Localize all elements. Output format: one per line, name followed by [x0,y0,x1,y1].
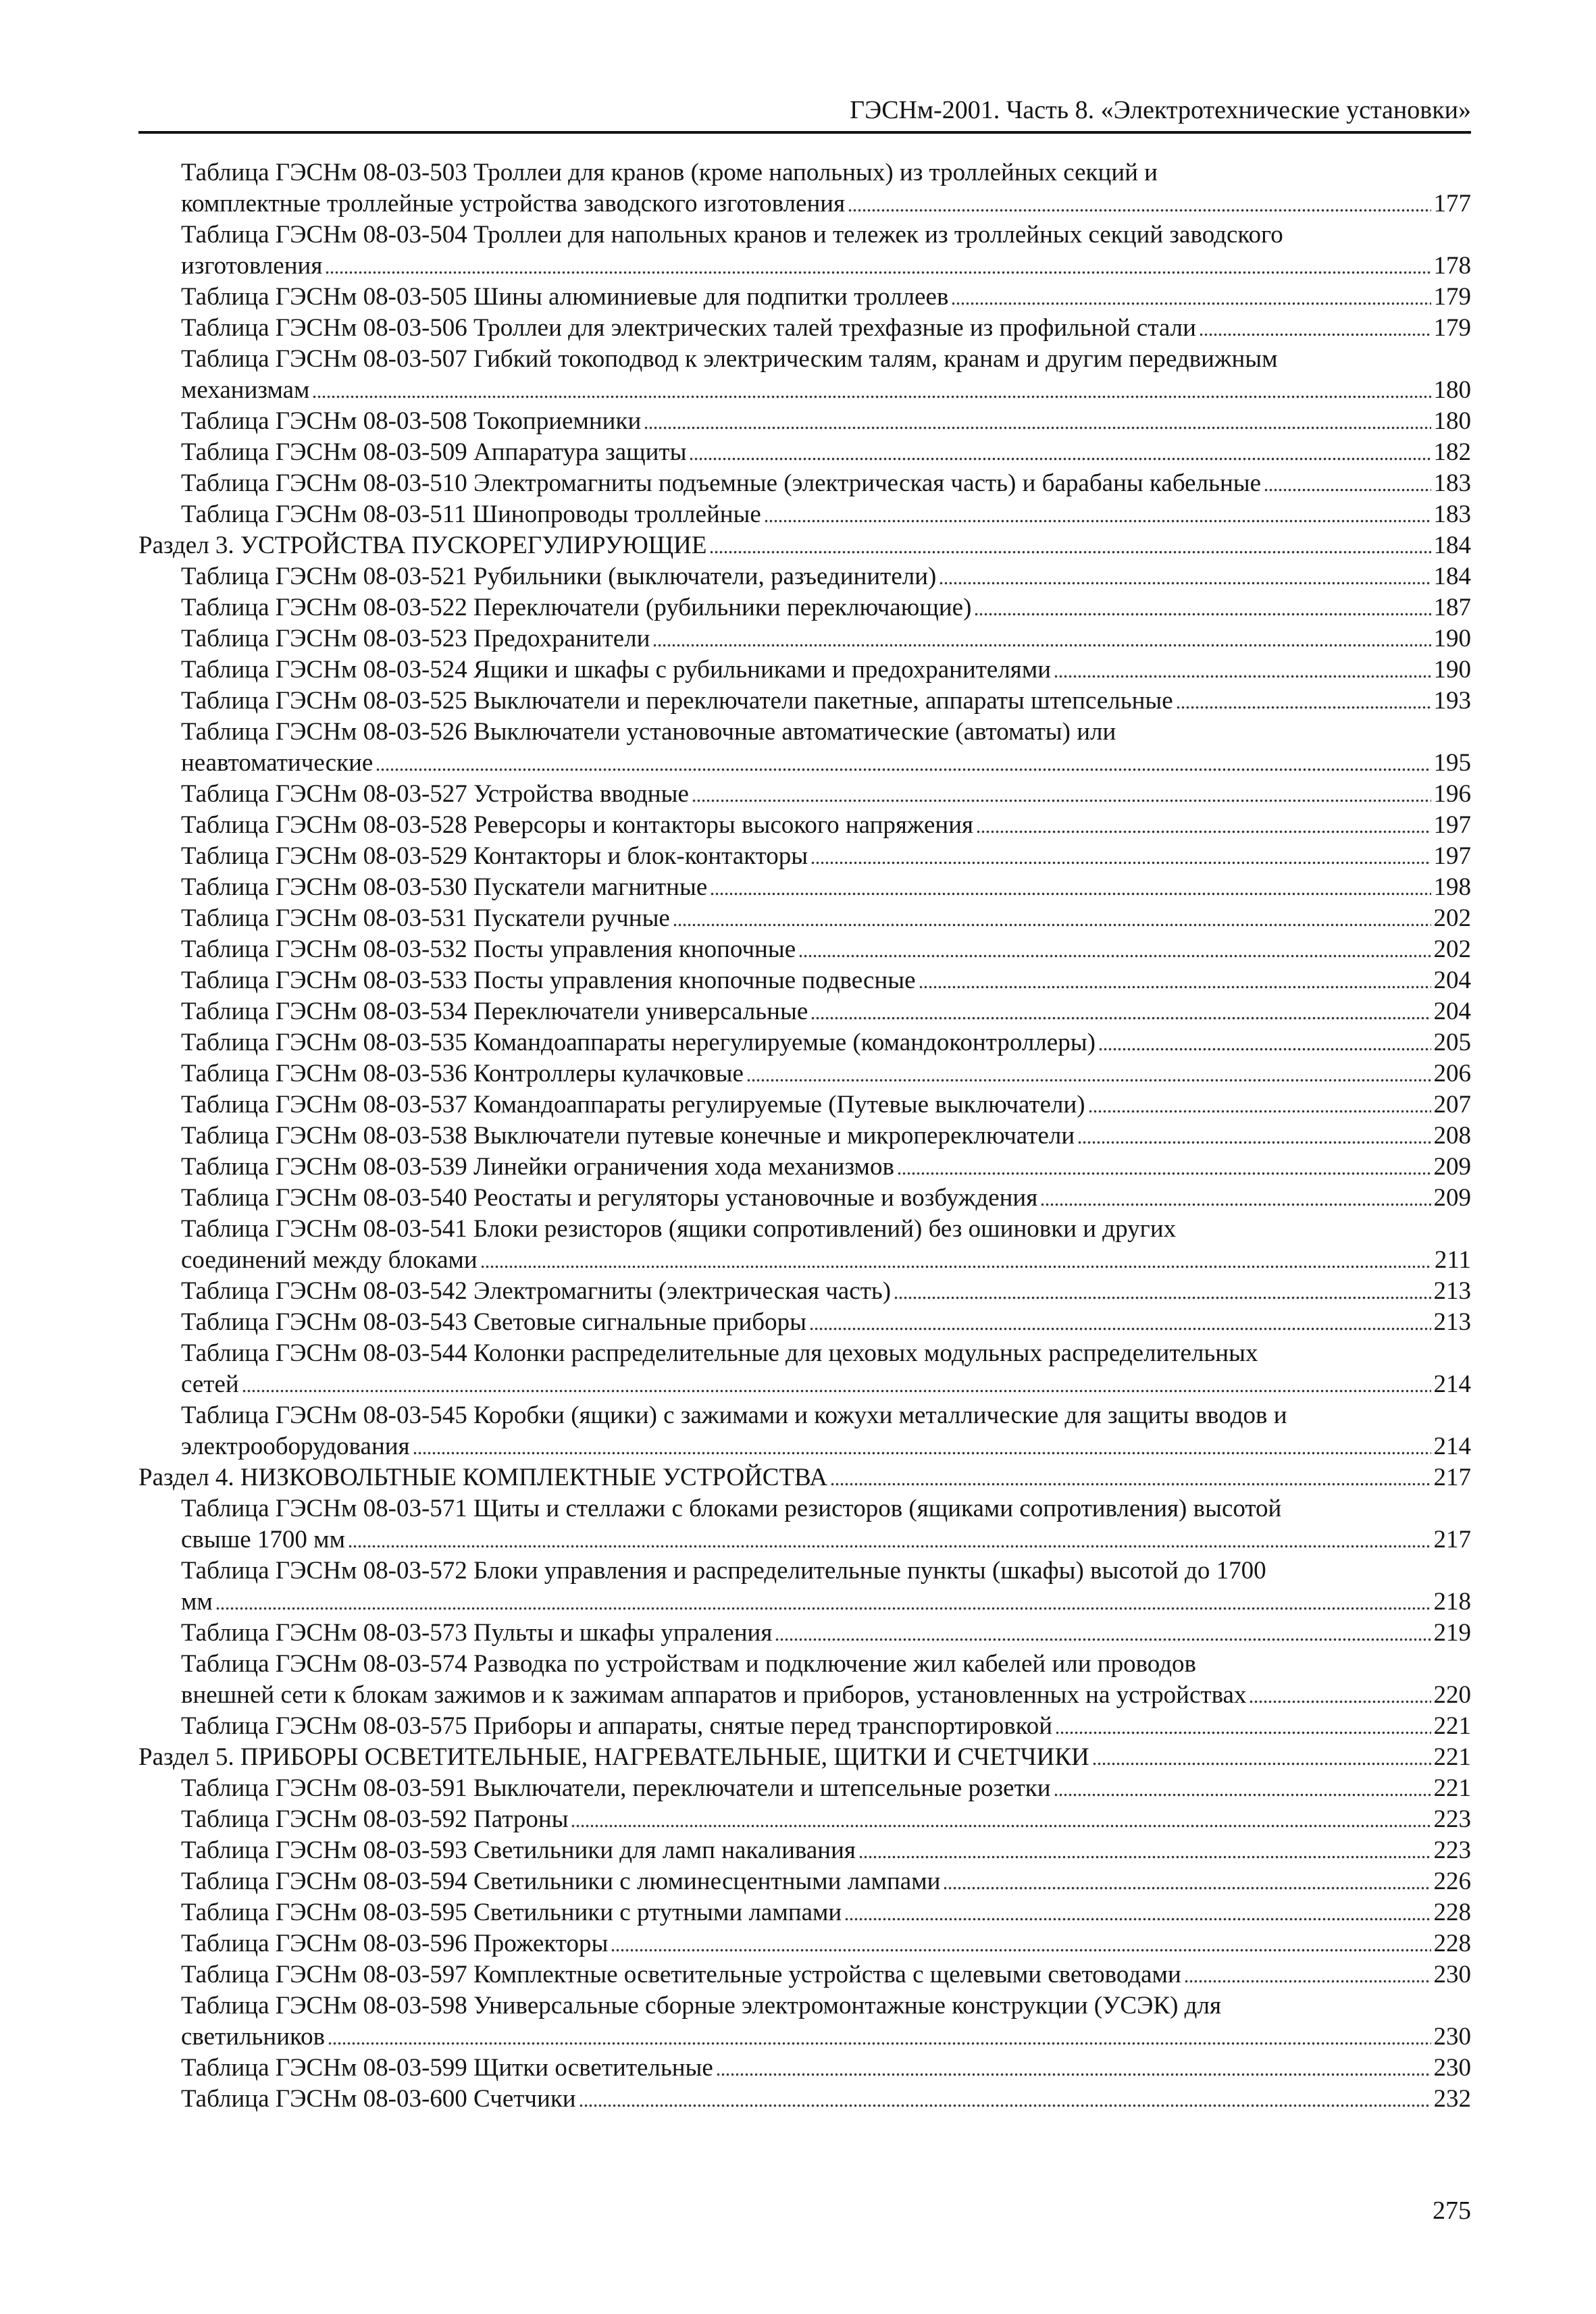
toc-page-number: 223 [1433,1805,1471,1833]
toc-entry-text: Таблица ГЭСНм 08-03-591 Выключатели, переключатели и штепсельные розетки [181,1774,1051,1802]
toc-entry-text: Таблица ГЭСНм 08-03-532 Посты управления кнопочные [181,935,796,963]
toc-entry-text: мм [181,1588,213,1616]
toc-dot-leader [894,1293,1431,1300]
toc-entry-line [181,810,1471,841]
toc-page-number: 213 [1433,1277,1471,1305]
toc-entry-text: Таблица ГЭСНм 08-03-523 Предохранители [181,625,650,652]
toc-entry-text: электрооборудования [181,1433,410,1460]
toc-dot-leader [1184,1977,1431,1984]
toc-entry-text: Таблица ГЭСНм 08-03-543 Световые сигнальные приборы [181,1308,806,1336]
toc-page-number: 183 [1433,469,1471,497]
toc-entry-text: Таблица ГЭСНм 08-03-593 Светильники для ламп накаливания [181,1836,856,1864]
toc-page-number: 193 [1433,687,1471,715]
toc-entry-line [181,1214,1471,1245]
toc-page-number: 232 [1433,2085,1471,2113]
toc-page-number: 202 [1433,904,1471,932]
toc-dot-leader [579,2101,1431,2108]
toc-entry-line [181,1524,1471,1555]
toc-entry-line [181,251,1471,282]
toc-page-number: 218 [1433,1588,1471,1616]
toc-section-line [138,1742,1471,1773]
toc-dot-leader [897,1169,1431,1176]
toc-entry-line [181,1897,1471,1928]
toc-entry-text: Таблица ГЭСНм 08-03-573 Пульты и шкафы упраления [181,1619,773,1647]
toc-entry-line [181,1959,1471,1990]
toc-entry-line [181,1121,1471,1152]
toc-page-number: 182 [1433,438,1471,466]
toc-dot-leader [830,1480,1431,1487]
toc-dot-leader [1040,1200,1431,1207]
toc-page-number: 214 [1433,1370,1471,1398]
toc-entry-line [181,1245,1471,1276]
toc-entry-line [181,2053,1471,2084]
toc-entry-text: Таблица ГЭСНм 08-03-524 Ящики и шкафы с рубильниками и предохранителями [181,656,1052,684]
toc-entry-text: Раздел 3. УСТРОЙСТВА ПУСКОРЕГУЛИРУЮЩИЕ [138,532,707,559]
toc-entry-line [181,1587,1471,1618]
toc-dot-leader [348,1542,1431,1549]
toc-dot-leader [413,1449,1431,1456]
toc-entry-text: Таблица ГЭСНм 08-03-541 Блоки резисторов (ящики сопротивлений) без ошиновки и других [181,1215,1177,1243]
toc-entry-text: соединений между блоками [181,1246,478,1274]
toc-entry-line [181,282,1471,313]
toc-dot-leader [848,206,1431,213]
toc-entry-text: Таблица ГЭСНм 08-03-599 Щитки осветительные [181,2054,713,2082]
toc-entry-text: Таблица ГЭСНм 08-03-574 Разводка по устройствам и подключение жил кабелей или проводов [181,1650,1197,1678]
toc-page-number: 184 [1433,563,1471,590]
toc-entry-line [181,1058,1471,1089]
toc-entry-text: Таблица ГЭСНм 08-03-510 Электромагниты подъемные (электрическая часть) и барабаны кабельные [181,469,1262,497]
toc-dot-leader [1055,1728,1431,1735]
toc-entry-line [181,2084,1471,2115]
toc-page-number: 180 [1433,376,1471,404]
toc-entry-line [181,313,1471,344]
toc-entry-text: Таблица ГЭСНм 08-03-544 Колонки распределительные для цеховых модульных распределительных [181,1339,1258,1367]
toc-dot-leader [709,548,1431,555]
table-of-contents [0,157,1596,2115]
toc-entry-line [181,965,1471,996]
toc-dot-leader [976,827,1431,834]
toc-entry-text: Таблица ГЭСНм 08-03-534 Переключатели универсальные [181,998,808,1025]
toc-page-number: 202 [1433,935,1471,963]
toc-entry-text: Таблица ГЭСНм 08-03-507 Гибкий токоподвод к электрическим талям, кранам и другим передвижным [181,345,1278,373]
toc-dot-leader [844,1915,1431,1922]
toc-page-number: 208 [1433,1122,1471,1150]
toc-entry-line [181,717,1471,748]
toc-entry-text: Таблица ГЭСНм 08-03-537 Командоаппараты регулируемые (Путевые выключатели) [181,1091,1085,1119]
toc-page-number: 204 [1433,998,1471,1025]
toc-page-number: 180 [1433,407,1471,435]
toc-entry-line [181,2022,1471,2053]
toc-dot-leader [1054,672,1431,679]
toc-dot-leader [1098,1045,1431,1052]
toc-entry-line [181,1400,1471,1431]
page-number: 275 [1433,2196,1471,2225]
toc-dot-leader [919,983,1431,989]
toc-entry-line [181,872,1471,903]
toc-page-number: 209 [1433,1153,1471,1181]
toc-dot-leader [571,1822,1431,1828]
toc-dot-leader [716,2070,1431,2077]
toc-entry-line [181,437,1471,468]
toc-entry-line [181,1866,1471,1897]
toc-dot-leader [746,1076,1431,1083]
toc-entry-text: внешней сети к блокам зажимов и к зажимам аппаратов и приборов, установленных на устройствах [181,1681,1247,1709]
toc-dot-leader [1077,1138,1431,1145]
toc-dot-leader [689,455,1431,461]
toc-entry-line [181,1928,1471,1959]
toc-entry-text: Таблица ГЭСНм 08-03-539 Линейки ограничения хода механизмов [181,1153,894,1181]
toc-page-number: 207 [1433,1091,1471,1119]
toc-page-number: 221 [1433,1712,1471,1740]
toc-entry-text: Таблица ГЭСНм 08-03-503 Троллеи для кранов (кроме напольных) из троллейных секций и [181,159,1158,186]
toc-dot-leader [1264,486,1431,492]
toc-page-number: 230 [1433,2054,1471,2082]
toc-entry-text: светильников [181,2023,326,2051]
toc-entry-text: Таблица ГЭСНм 08-03-511 Шинопроводы троллейные [181,500,761,528]
toc-entry-text: изготовления [181,252,323,280]
toc-entry-text: Таблица ГЭСНм 08-03-525 Выключатели и переключатели пакетные, аппараты штепсельные [181,687,1173,715]
toc-page-number: 177 [1433,190,1471,217]
toc-entry-line [181,1338,1471,1369]
toc-entry-text: Таблица ГЭСНм 08-03-509 Аппаратура защиты [181,438,687,466]
toc-entry-line [181,1307,1471,1338]
toc-entry-line [181,903,1471,934]
header-rule [138,131,1471,134]
toc-page-number: 217 [1433,1526,1471,1553]
toc-entry-line [181,375,1471,406]
toc-dot-leader [939,579,1431,586]
toc-entry-line [181,1555,1471,1587]
toc-dot-leader [611,1946,1431,1953]
toc-section-line [138,1462,1471,1493]
toc-page-number: 179 [1433,283,1471,311]
toc-dot-leader [242,1387,1431,1393]
toc-dot-leader [673,921,1431,927]
toc-entry-line [181,1493,1471,1524]
toc-entry-line [181,1152,1471,1183]
toc-entry-text: Таблица ГЭСНм 08-03-508 Токоприемники [181,407,642,435]
toc-entry-text: Таблица ГЭСНм 08-03-597 Комплектные осветительные устройства с щелевыми световодами [181,1961,1181,1988]
toc-entry-text: Таблица ГЭСНм 08-03-571 Щиты и стеллажи с блоками резисторов (ящиками сопротивления) высотой [181,1495,1282,1522]
toc-dot-leader [943,1884,1431,1891]
toc-entry-text: Таблица ГЭСНм 08-03-596 Прожекторы [181,1930,609,1957]
toc-entry-text: Таблица ГЭСНм 08-03-504 Троллеи для напольных кранов и тележек из троллейных секций заводского [181,221,1283,249]
toc-entry-text: Таблица ГЭСНм 08-03-595 Светильники с ртутными лампами [181,1899,842,1926]
toc-page-number: 228 [1433,1899,1471,1926]
toc-entry-line [181,1990,1471,2022]
toc-entry-text: Раздел 5. ПРИБОРЫ ОСВЕТИТЕЛЬНЫЕ, НАГРЕВАТЕЛЬНЫЕ, ЩИТКИ И СЧЕТЧИКИ [138,1743,1089,1771]
toc-entry-line [181,654,1471,686]
toc-entry-text: Таблица ГЭСНм 08-03-530 Пускатели магнитные [181,873,708,901]
toc-entry-text: Таблица ГЭСНм 08-03-521 Рубильники (выключатели, разъединители) [181,563,937,590]
toc-entry-line [181,1369,1471,1400]
toc-dot-leader [764,517,1431,523]
toc-page-number: 179 [1433,314,1471,342]
toc-entry-text: Раздел 4. НИЗКОВОЛЬТНЫЕ КОМПЛЕКТНЫЕ УСТРОЙСТВА [138,1464,828,1491]
toc-entry-text: Таблица ГЭСНм 08-03-506 Троллеи для электрических талей трехфазные из профильной стали [181,314,1196,342]
toc-entry-text: сетей [181,1370,239,1398]
toc-entry-text: Таблица ГЭСНм 08-03-575 Приборы и аппараты, снятые перед транспортировкой [181,1712,1053,1740]
toc-entry-line [181,561,1471,592]
toc-page-number: 214 [1433,1433,1471,1460]
toc-dot-leader [858,1853,1431,1859]
toc-entry-text: Таблица ГЭСНм 08-03-536 Контроллеры кулачковые [181,1060,744,1087]
toc-page-number: 195 [1433,749,1471,777]
toc-page-number: 204 [1433,967,1471,994]
toc-page-number: 221 [1433,1774,1471,1802]
toc-page-number: 197 [1433,842,1471,870]
toc-page-number: 178 [1433,252,1471,280]
toc-entry-text: Таблица ГЭСНм 08-03-528 Реверсоры и контакторы высокого напряжения [181,811,974,839]
toc-entry-text: Таблица ГЭСНм 08-03-533 Посты управления кнопочные подвесные [181,967,916,994]
toc-page-number: 228 [1433,1930,1471,1957]
toc-entry-line [181,1618,1471,1649]
toc-dot-leader [810,858,1431,865]
toc-dot-leader [1249,1697,1431,1704]
toc-entry-line [181,188,1471,220]
toc-entry-line [181,748,1471,779]
toc-section-line [138,530,1471,561]
toc-entry-line [181,1680,1471,1711]
toc-entry-text: Таблица ГЭСНм 08-03-505 Шины алюминиевые для подпитки троллеев [181,283,949,311]
toc-page-number: 205 [1433,1029,1471,1056]
toc-dot-leader [312,392,1431,399]
toc-page-number: 197 [1433,811,1471,839]
toc-page-number: 206 [1433,1060,1471,1087]
toc-dot-leader [692,796,1431,803]
toc-entry-line [181,1183,1471,1214]
toc-page-number: 198 [1433,873,1471,901]
toc-entry-text: Таблица ГЭСНм 08-03-526 Выключатели установочные автоматические (автоматы) или [181,718,1116,746]
toc-entry-line [181,934,1471,965]
toc-page-number: 230 [1433,2023,1471,2051]
toc-dot-leader [809,1325,1431,1331]
toc-entry-line [181,1027,1471,1058]
toc-entry-text: Таблица ГЭСНм 08-03-600 Счетчики [181,2085,576,2113]
toc-entry-line [181,468,1471,499]
toc-dot-leader [376,765,1431,772]
toc-entry-text: Таблица ГЭСНм 08-03-529 Контакторы и блок-контакторы [181,842,808,870]
toc-dot-leader [974,610,1431,617]
toc-entry-line [181,1649,1471,1680]
toc-page-number: 196 [1433,780,1471,808]
toc-dot-leader [798,952,1431,958]
toc-page-number: 184 [1433,532,1471,559]
toc-dot-leader [1199,330,1431,337]
toc-entry-text: неавтоматические [181,749,374,777]
toc-dot-leader [710,890,1431,896]
toc-entry-line [181,1711,1471,1742]
toc-page-number: 213 [1433,1308,1471,1336]
toc-entry-line [181,1276,1471,1307]
toc-entry-line [181,623,1471,654]
toc-dot-leader [480,1262,1432,1269]
toc-dot-leader [1088,1107,1431,1114]
toc-entry-line [181,499,1471,530]
toc-entry-text: Таблица ГЭСНм 08-03-540 Реостаты и регуляторы установочные и возбуждения [181,1184,1038,1212]
toc-entry-text: Таблица ГЭСНм 08-03-522 Переключатели (рубильники переключающие) [181,594,972,621]
toc-dot-leader [644,423,1431,430]
toc-entry-text: Таблица ГЭСНм 08-03-538 Выключатели путевые конечные и микропереключатели [181,1122,1075,1150]
toc-entry-line [181,686,1471,717]
toc-entry-line [181,1431,1471,1462]
toc-entry-line [181,841,1471,872]
toc-entry-text: Таблица ГЭСНм 08-03-535 Командоаппараты нерегулируемые (командоконтроллеры) [181,1029,1096,1056]
toc-dot-leader [325,268,1431,275]
toc-entry-line [181,779,1471,810]
toc-entry-line [181,1804,1471,1835]
toc-entry-text: Таблица ГЭСНм 08-03-592 Патроны [181,1805,569,1833]
toc-dot-leader [328,2039,1431,2046]
toc-entry-text: свыше 1700 мм [181,1526,345,1553]
toc-dot-leader [810,1014,1431,1021]
toc-entry-line [181,1773,1471,1804]
toc-dot-leader [1054,1791,1431,1797]
toc-entry-text: Таблица ГЭСНм 08-03-545 Коробки (ящики) с зажимами и кожухи металлические для защиты вводов и [181,1402,1287,1429]
toc-dot-leader [1176,703,1431,710]
toc-entry-text: механизмам [181,376,310,404]
toc-page-number: 230 [1433,1961,1471,1988]
toc-page-number: 223 [1433,1836,1471,1864]
toc-dot-leader [215,1604,1431,1611]
toc-page-number: 187 [1433,594,1471,621]
toc-entry-line [181,220,1471,251]
toc-entry-line [181,1835,1471,1866]
toc-dot-leader [951,299,1431,306]
toc-entry-text: Таблица ГЭСНм 08-03-542 Электромагниты (электрическая часть) [181,1277,892,1305]
toc-page-number: 226 [1433,1868,1471,1895]
toc-entry-text: Таблица ГЭСНм 08-03-531 Пускатели ручные [181,904,670,932]
toc-entry-line [181,1089,1471,1121]
toc-dot-leader [652,641,1431,648]
toc-page-number: 217 [1433,1464,1471,1491]
toc-entry-line [181,157,1471,188]
toc-page-number: 183 [1433,500,1471,528]
toc-entry-text: Таблица ГЭСНм 08-03-594 Светильники с люминесцентными лампами [181,1868,941,1895]
toc-entry-text: Таблица ГЭСНм 08-03-572 Блоки управления и распределительные пункты (шкафы) высотой до 1700 [181,1557,1266,1585]
toc-entry-text: Таблица ГЭСНм 08-03-527 Устройства вводные [181,780,689,808]
toc-page-number: 219 [1433,1619,1471,1647]
toc-page-number: 211 [1434,1246,1471,1274]
toc-page-number: 221 [1433,1743,1471,1771]
toc-entry-line [181,592,1471,623]
toc-entry-line [181,406,1471,437]
page-header-title: ГЭСНм-2001. Часть 8. «Электротехнические установки» [850,96,1471,124]
toc-page-number: 209 [1433,1184,1471,1212]
toc-page-number: 220 [1433,1681,1471,1709]
toc-entry-line [181,344,1471,375]
toc-page-number: 190 [1433,625,1471,652]
toc-dot-leader [775,1635,1431,1642]
toc-page-number: 190 [1433,656,1471,684]
toc-dot-leader [1092,1759,1431,1766]
toc-entry-line [181,996,1471,1027]
toc-entry-text: комплектные троллейные устройства заводского изготовления [181,190,846,217]
toc-entry-text: Таблица ГЭСНм 08-03-598 Универсальные сборные электромонтажные конструкции (УСЭК) для [181,1992,1221,2020]
